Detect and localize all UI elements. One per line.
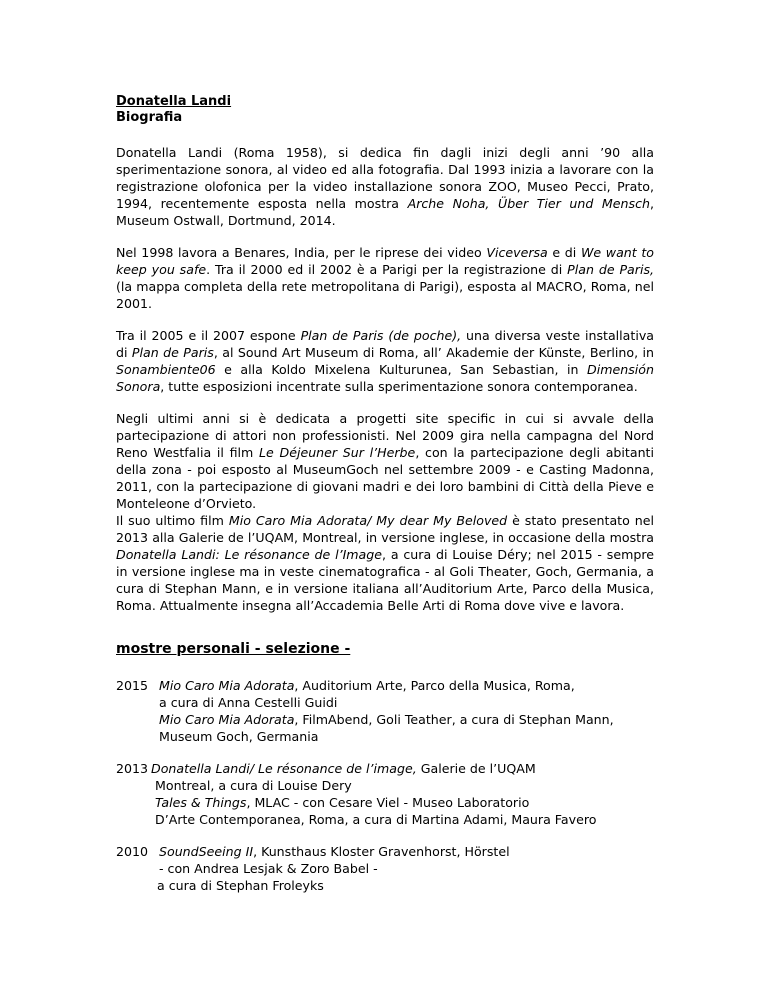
exhibition-entry-2010 — [116, 843, 654, 894]
section-heading-biografia: Biografia — [116, 110, 183, 125]
bio-paragraph-3: Tra il 2005 e il 2007 espone Plan de Paris (de poche), una diversa veste installativa di Plan de Paris, al Sound Art Museum di Roma, all’ Akademie der Künste, Berlino, in Sonambiente06 e alla Koldo Mixelena Kulturunea, San Sebastian, in Dimensión Sonora, tutte esposizioni incentrate sulla sperimentazione sonora contemporanea. — [116, 328, 655, 394]
exhibition-details: Mio Caro Mia Adorata, Auditorium Arte, Parco della Musica, Roma, a cura di Anna Cestelli Guidi Mio Caro Mia Adorata, FilmAbend, Goli Teather, a cura di Stephan Mann, Museum Goch, Germania — [159, 678, 614, 744]
exhibition-entry-2015 — [116, 677, 654, 745]
author-name: Donatella Landi — [116, 94, 232, 109]
exhibition-year: 2010 — [116, 844, 149, 859]
document-page — [116, 94, 654, 909]
bio-paragraph-1: Donatella Landi (Roma 1958), si dedica fin dagli inizi degli anni ’90 alla sperimentazione sonora, al video ed alla fotografia. Dal 1993 inizia a lavorare con la registrazione olofonica per la video installazione sonora ZOO, Museo Pecci, Prato, 1994, recentemente esposta nella mostra Arche Noha, Über Tier und Mensch, Museum Ostwall, Dortmund, 2014. — [116, 145, 654, 228]
exhibition-year: 2015 — [116, 678, 149, 693]
exhibition-year: 2013 — [116, 761, 149, 776]
section-heading-mostre: mostre personali - selezione - — [116, 641, 351, 657]
exhibition-details: SoundSeeing II, Kunsthaus Kloster Gravenhorst, Hörstel - con Andrea Lesjak & Zoro Babel - a cura di Stephan Froleyks — [157, 844, 510, 893]
exhibition-entry-2013 — [116, 760, 654, 828]
bio-paragraph-4: Negli ultimi anni si è dedicata a progetti site specific in cui si avvale della partecipazione di attori non professionisti. Nel 2009 gira nella campagna del Nord Reno Westfalia il film Le Déjeuner Sur l’Herbe, con la partecipazione degli abitanti della zona - poi esposto al MuseumGoch nel settembre 2009 - e Casting Madonna, 2011, con la partecipazione di giovani madri e dei loro bambini di Città della Pieve e Monteleone d’Orvieto. — [116, 411, 654, 511]
exhibition-details: Donatella Landi/ Le résonance de l’image, Galerie de l’UQAM Montreal, a cura di Louise Dery Tales & Things, MLAC - con Cesare Viel - Museo Laboratorio D’Arte Contemporanea, Roma, a cura di Martina Adami, Maura Favero — [151, 761, 597, 827]
bio-paragraph-5: Il suo ultimo film Mio Caro Mia Adorata/ My dear My Beloved è stato presentato nel 2013 alla Galerie de l’UQAM, Montreal, in versione inglese, in occasione della mostra Donatella Landi: Le résonance de l’Image, a cura di Louise Déry; nel 2015 - sempre in versione inglese ma in veste cinematografica - al Goli Theater, Goch, Germania, a cura di Stephan Mann, e in versione italiana all’Auditorium Arte, Parco della Musica, Roma. Attualmente insegna all’Accademia Belle Arti di Roma dove vive e lavora. — [116, 513, 654, 613]
bio-paragraph-2: Nel 1998 lavora a Benares, India, per le riprese dei video Viceversa e di We want to keep you safe. Tra il 2000 ed il 2002 è a Parigi per la registrazione di Plan de Paris, (la mappa completa della rete metropolitana di Parigi), esposta al MACRO, Roma, nel 2001. — [116, 245, 655, 311]
